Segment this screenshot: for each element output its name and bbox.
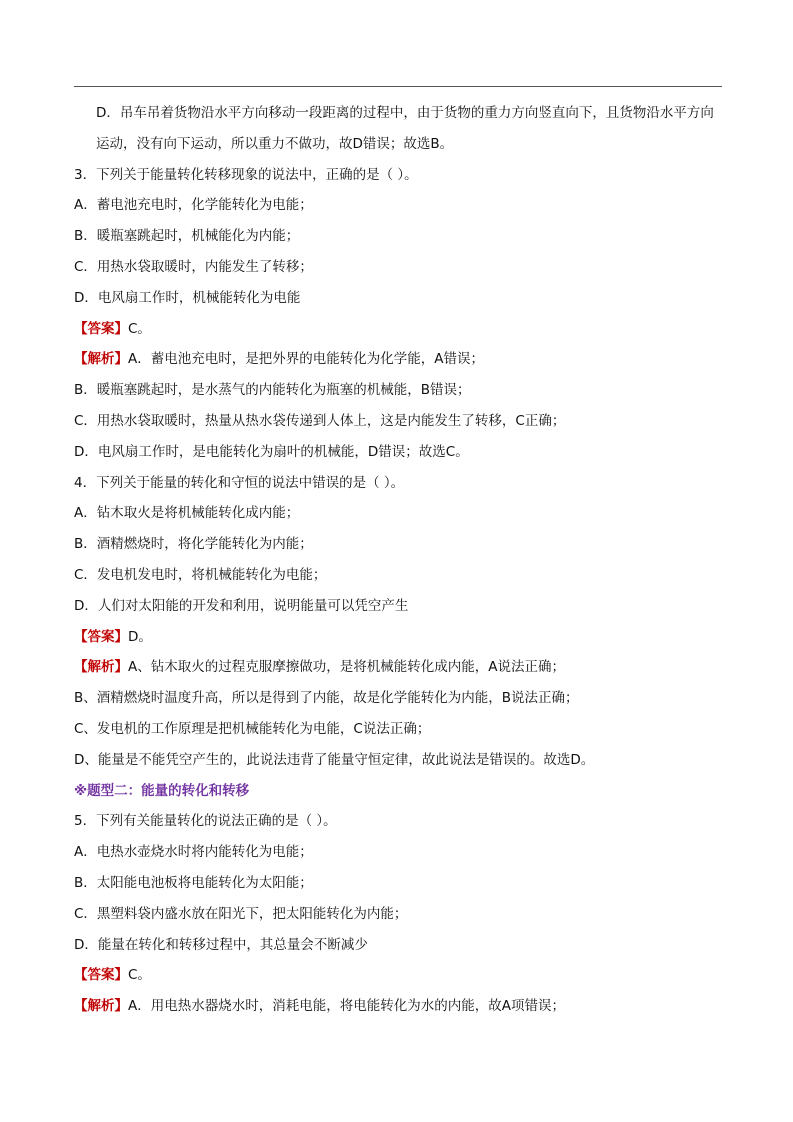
answer-tag: 【答案】: [74, 320, 128, 337]
line-text: ※题型二：能量的转化和转移: [74, 782, 250, 799]
line-text: 5．下列有关能量转化的说法正确的是（ ）。: [74, 813, 337, 830]
text-line: [74, 529, 724, 560]
text-line: [74, 560, 724, 591]
text-line: [74, 437, 724, 468]
line-text: C．发电机发电时，将机械能转化为电能；: [74, 566, 327, 583]
line-text: C、发电机的工作原理是把机械能转化为电能，C说法正确；: [74, 720, 431, 737]
text-line: [74, 498, 724, 529]
answer-tag: 【答案】: [74, 628, 128, 645]
line-text: B．酒精燃烧时，将化学能转化为内能；: [74, 536, 313, 553]
line-text: A．蓄电池充电时，化学能转化为电能；: [74, 197, 313, 214]
text-line: [74, 591, 724, 622]
text-line: [74, 683, 724, 714]
text-line: [74, 406, 724, 437]
analysis-tag: 【解析】: [74, 998, 128, 1015]
line-text: B．暖瓶塞跳起时，机械能化为内能；: [74, 228, 300, 245]
line-text: D、能量是不能凭空产生的，此说法违背了能量守恒定律，故此说法是错误的。故选D。: [74, 751, 595, 768]
text-line: [74, 745, 724, 776]
line-text: C．用热水袋取暖时，热量从热水袋传递到人体上，这是内能发生了转移，C正确；: [74, 412, 566, 429]
text-line: [74, 375, 724, 406]
line-text: D．能量在转化和转移过程中，其总量会不断减少: [74, 936, 368, 953]
line-text: 3．下列关于能量转化转移现象的说法中，正确的是（ ）。: [74, 166, 418, 183]
line-text: D．吊车吊着货物沿水平方向移动一段距离的过程中，由于货物的重力方向竖直向下，且货物沿水平方向运动，没有向下运动，所以重力不做功，故D错误；故选B。: [96, 105, 714, 152]
text-line: [74, 283, 724, 314]
answer-line: [74, 314, 724, 345]
document-body: [74, 98, 724, 1022]
text-line: [74, 899, 724, 930]
analysis-line: [74, 991, 724, 1022]
answer-line: [74, 960, 724, 991]
line-text: A．电热水壶烧水时将内能转化为电能；: [74, 844, 313, 861]
section-heading: [74, 776, 724, 807]
line-text: B．太阳能电池板将电能转化为太阳能；: [74, 874, 313, 891]
analysis-line: [74, 652, 724, 683]
line-text: D．人们对太阳能的开发和利用，说明能量可以凭空产生: [74, 597, 409, 614]
line-text: D。: [128, 628, 152, 645]
text-line: [74, 837, 724, 868]
line-text: C。: [128, 320, 151, 337]
header-rule: [74, 86, 722, 87]
line-text: C。: [128, 967, 151, 984]
text-line: [74, 221, 724, 252]
text-line: [74, 714, 724, 745]
line-text: B．暖瓶塞跳起时，是水蒸气的内能转化为瓶塞的机械能，B错误；: [74, 382, 471, 399]
text-line: [74, 868, 724, 899]
text-line: [74, 190, 724, 221]
line-text: A．钻木取火是将机械能转化成内能；: [74, 505, 300, 522]
line-text: A．蓄电池充电时，是把外界的电能转化为化学能，A错误；: [128, 351, 484, 368]
question-stem: [74, 806, 724, 837]
analysis-line: [74, 344, 724, 375]
line-text: C．黑塑料袋内盛水放在阳光下，把太阳能转化为内能；: [74, 905, 408, 922]
answer-line: [74, 622, 724, 653]
line-text: 4．下列关于能量的转化和守恒的说法中错误的是（ ）。: [74, 474, 405, 491]
line-text: A、钻木取火的过程克服摩擦做功，是将机械能转化成内能，A说法正确；: [128, 659, 565, 676]
line-text: A．用电热水器烧水时，消耗电能，将电能转化为水的内能，故A项错误；: [128, 998, 565, 1015]
line-text: C．用热水袋取暖时，内能发生了转移；: [74, 258, 313, 275]
question-stem: [74, 160, 724, 191]
analysis-tag: 【解析】: [74, 659, 128, 676]
text-line: [74, 930, 724, 961]
question-stem: [74, 468, 724, 499]
line-text: D．电风扇工作时，是电能转化为扇叶的机械能，D错误；故选C。: [74, 443, 469, 460]
answer-tag: 【答案】: [74, 967, 128, 984]
text-line: [74, 252, 724, 283]
line-text: D．电风扇工作时，机械能转化为电能: [74, 289, 301, 306]
analysis-tag: 【解析】: [74, 351, 128, 368]
line-text: B、酒精燃烧时温度升高，所以是得到了内能，故是化学能转化为内能，B说法正确；: [74, 690, 579, 707]
text-line: [74, 98, 724, 160]
